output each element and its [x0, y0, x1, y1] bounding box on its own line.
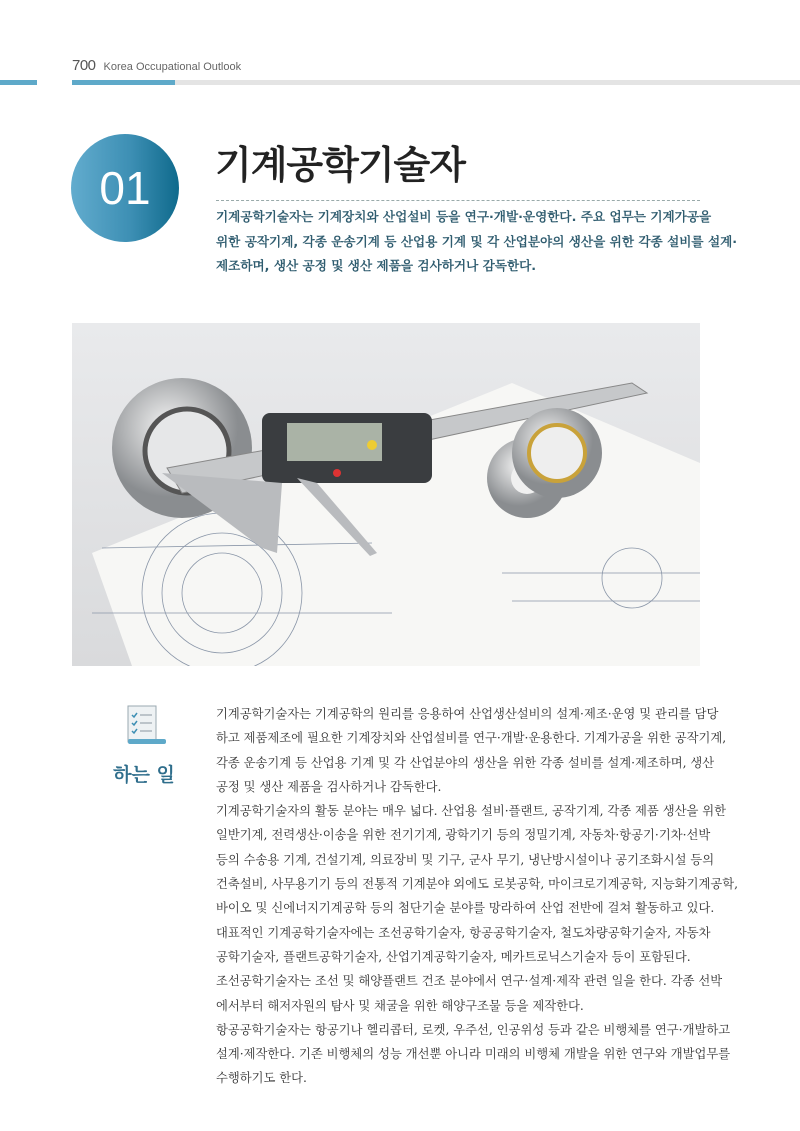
- body-line: 일반기계, 전력생산·이송을 위한 전기기계, 광학기기 등의 정밀기계, 자동차·항공기·기차·선박: [216, 828, 711, 843]
- publication-title: Korea Occupational Outlook: [103, 61, 242, 73]
- header-rule: [72, 80, 800, 85]
- divider: [216, 200, 700, 201]
- summary-line: 기계공학기술자는 기계장치와 산업설비 등을 연구·개발·운영한다. 주요 업무는 기계가공을: [216, 209, 712, 224]
- body-line: 공정 및 생산 제품을 검사하거나 감독한다.: [216, 779, 442, 794]
- caliper-and-bearings-photo: [72, 323, 700, 666]
- body-line: 기계공학기술자의 활동 분야는 매우 넓다. 산업용 설비·플랜트, 공작기계, 각종 제품 생산을 위한: [216, 804, 727, 819]
- summary-line: 위한 공작기계, 각종 운송기계 등 산업용 기계 및 각 산업분야의 생산을 위한 각종 설비를 설계·: [216, 233, 738, 249]
- body-line: 공학기술자, 플랜트공학기술자, 산업기계공학기술자, 메카트로닉스기술자 등이 포함된다.: [216, 949, 691, 964]
- body-line: 건축설비, 사무용기기 등의 전통적 기계분야 외에도 로봇공학, 마이크로기계공학, 지능화기계공학,: [216, 877, 739, 892]
- duties-text: [216, 702, 739, 1091]
- body-line: 하고 제품제조에 필요한 기계장치와 산업설비를 연구·개발·운용한다. 기계가공을 위한 공작기계,: [216, 731, 727, 746]
- body-line: 조선공학기술자는 조선 및 해양플랜트 건조 분야에서 연구·설계·제작 관련 일을 한다. 각종 선박: [216, 974, 723, 989]
- body-line: 설계·제작한다. 기존 비행체의 성능 개선뿐 아니라 미래의 비행체 개발을 위한 연구와 개발업무를: [216, 1047, 731, 1062]
- body-line: 바이오 및 신에너지기계공학 등의 첨단기술 분야를 망라하여 산업 전반에 걸쳐 활동하고 있다.: [216, 901, 715, 916]
- body-line: 항공공학기술자는 항공기나 헬리콥터, 로켓, 우주선, 인공위성 등과 같은 비행체를 연구·개발하고: [216, 1022, 731, 1037]
- body-line: 수행하기도 한다.: [216, 1071, 307, 1086]
- checklist-with-pen-icon: [124, 703, 168, 749]
- running-header: [72, 57, 241, 74]
- duties-label: 하는 일: [113, 764, 175, 786]
- body-line: 각종 운송기계 등 산업용 기계 및 각 산업분야의 생산을 위한 각종 설비를 설계·제조하며, 생산: [216, 755, 715, 770]
- section-title: 기계공학기술자: [215, 143, 465, 187]
- body-line: 대표적인 기계공학기술자에는 조선공학기술자, 항공공학기술자, 철도차량공학기술자, 자동차: [216, 925, 711, 940]
- body-line: 기계공학기술자는 기계공학의 원리를 응용하여 산업생산설비의 설계·제조·운영 및 관리를 담당: [216, 707, 719, 721]
- body-line: 에서부터 해저자원의 탐사 및 채굴을 위한 해양구조물 등을 제작한다.: [216, 998, 584, 1013]
- header-accent-bar: [0, 80, 37, 85]
- section-number-badge: 01: [71, 134, 179, 242]
- summary-line: 제조하며, 생산 공정 및 생산 제품을 검사하거나 감독한다.: [216, 258, 537, 273]
- page-number: 700: [72, 57, 96, 74]
- body-line: 등의 수송용 기계, 건설기계, 의료장비 및 기구, 군사 무기, 냉난방시설이나 공기조화시설 등의: [216, 852, 715, 867]
- section-summary: [216, 205, 738, 279]
